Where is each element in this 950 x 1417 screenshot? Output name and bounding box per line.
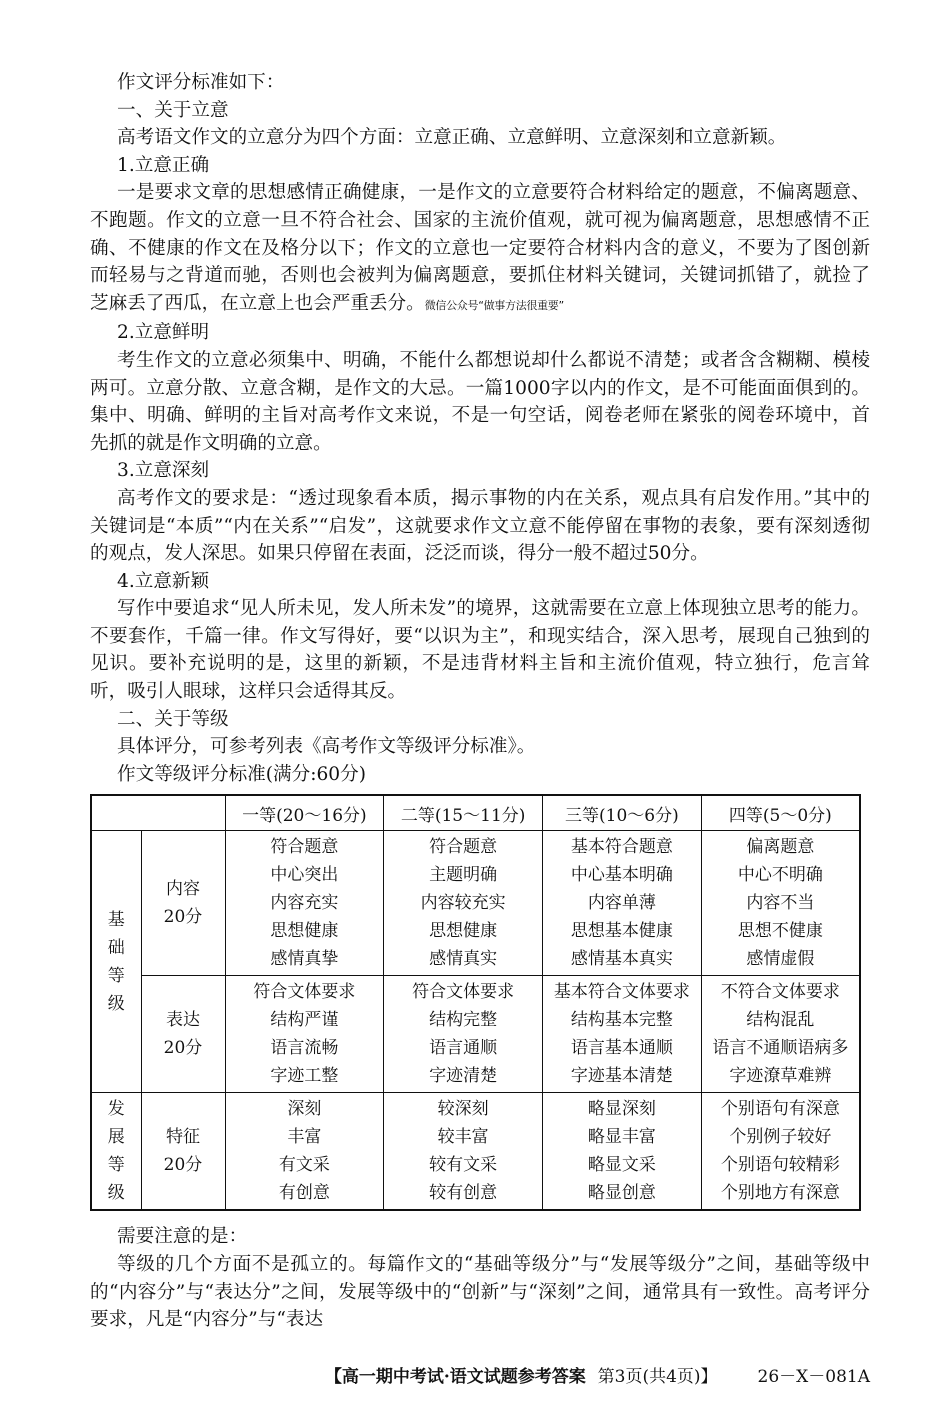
header-empty [91,795,225,831]
table-cell [543,831,702,976]
cell-line: 符合题意 [429,837,498,858]
notes-heading: 需要注意的是： [117,1226,248,1248]
cell-line: 略显深刻 [587,1099,656,1120]
cell-line: 略显创意 [587,1183,656,1204]
row-name: 表达 [166,1010,200,1031]
row-label-expression [141,976,225,1093]
label-char: 展 [107,1127,125,1148]
cell-line: 中心基本明确 [570,865,673,886]
cell-line: 感情真实 [429,949,498,970]
cell-line: 个别语句较精彩 [720,1155,840,1176]
notes-section [90,1223,870,1333]
cell-line: 不符合文体要求 [720,982,840,1003]
cell-line: 较丰富 [437,1127,489,1148]
table-cell [701,976,860,1093]
cell-line: 字迹清楚 [429,1066,498,1087]
cell-line: 基本符合题意 [570,837,673,858]
item1-body [90,179,870,319]
cell-line: 语言基本通顺 [570,1038,673,1059]
table-header-row [91,795,860,831]
cell-line: 思想不健康 [737,921,823,942]
notes-body: 等级的几个方面不是孤立的。每篇作文的“基础等级分”与“发展等级分”之间，基础等级中的“内容分”与“表达分”之间，发展等级中的“创新”与“深刻”之间，通常具有一致性。高考评分要求，凡是“内容分”与“表达 [90,1254,870,1331]
row-name: 内容 [166,879,200,900]
cell-line: 符合文体要求 [412,982,515,1003]
cell-line: 略显丰富 [587,1127,656,1148]
footer-page-number: 第3页(共4页)】 [597,1366,718,1387]
cell-line: 字迹基本清楚 [570,1066,673,1087]
table-cell [543,1093,702,1211]
label-char: 等 [107,965,125,986]
cell-line: 略显文采 [587,1155,656,1176]
cell-line: 个别语句有深意 [720,1099,840,1120]
cell-line: 个别地方有深意 [720,1183,840,1204]
cell-line: 有文采 [278,1155,330,1176]
cell-line: 结构严谨 [270,1010,339,1031]
item1-title: 1.立意正确 [117,154,210,176]
cell-line: 有创意 [278,1183,330,1204]
label-char: 等 [107,1155,125,1176]
cell-line: 较有创意 [429,1183,498,1204]
cell-line: 语言通顺 [429,1038,498,1059]
cell-line: 感情真挚 [270,949,339,970]
cell-line: 思想健康 [429,921,498,942]
development-level-label [91,1093,141,1211]
row-score: 20分 [163,1038,203,1059]
cell-line: 语言不通顺语病多 [712,1038,849,1059]
cell-line: 较有文采 [429,1155,498,1176]
footer-title [325,1362,718,1387]
item4-title: 4.立意新颖 [117,570,210,592]
table-cell [701,831,860,976]
row-label-content [141,831,225,976]
cell-line: 感情虚假 [746,949,815,970]
section1-intro: 高考语文作文的立意分为四个方面：立意正确、立意鲜明、立意深刻和立意新颖。 [117,127,787,149]
table-cell [384,1093,543,1211]
intro-heading: 作文评分标准如下： [117,72,285,93]
cell-line: 符合文体要求 [253,982,356,1003]
header-grade-2: 二等(15～11分) [384,795,543,831]
label-char: 级 [107,993,125,1014]
table-cell [543,976,702,1093]
label-char: 础 [107,937,125,958]
section2-title: 二、关于等级 [117,708,229,730]
table-row-content [91,831,860,976]
cell-line: 偏离题意 [746,837,815,858]
cell-line: 中心突出 [270,865,339,886]
cell-line: 深刻 [287,1099,322,1120]
cell-line: 中心不明确 [737,865,823,886]
section1-title: 一、关于立意 [117,99,229,121]
cell-line: 感情基本真实 [570,949,673,970]
label-char: 基 [107,909,125,930]
cell-line: 内容充实 [270,893,339,914]
table-row-expression [91,976,860,1093]
table-cell [225,831,384,976]
grading-table [90,794,861,1211]
cell-line: 思想健康 [270,921,339,942]
item4-body: 写作中要追求“见人所未见，发人所未发”的境界，这就需要在立意上体现独立思考的能力。不要套作，千篇一律。作文写得好，要“以识为主”，和现实结合，深入思考，展现自己独到的见识。要补充说明的是，这里的新颖，不是违背材料主旨和主流价值观，特立独行，危言耸听，吸引人眼球，这样只会适得其反。 [90,598,870,703]
cell-line: 内容单薄 [587,893,656,914]
item2-title: 2.立意鲜明 [117,322,210,344]
cell-line: 结构混乱 [746,1010,815,1031]
cell-line: 丰富 [287,1127,322,1148]
row-name: 特征 [166,1127,200,1148]
cell-line: 结构基本完整 [570,1010,673,1031]
intro-section [90,69,870,788]
label-char: 发 [107,1099,125,1120]
cell-line: 基本符合文体要求 [553,982,690,1003]
table-caption: 作文等级评分标准(满分:60分) [117,763,366,785]
section2-intro: 具体评分，可参考列表《高考作文等级评分标准》。 [117,736,536,758]
page-footer [90,1362,870,1387]
cell-line: 内容较充实 [420,893,506,914]
item1-text: 一是要求文章的思想感情正确健康，一是作文的立意要符合材料给定的题意，不偏离题意、不跑题。作文的立意一旦不符合社会、国家的主流价值观，就可视为偏离题意，思想感情不正确、不健康的作文在及格分以下；作文的立意也一定要符合材料内含的意义，不要为了图创新而轻易与之背道而驰，否则也会被判为偏离题意，要抓住材料关键词，关键词抓错了，就捡了芝麻丢了西瓜，在立意上也会严重丢分。 [90,182,870,314]
row-score: 20分 [163,1155,203,1176]
cell-line: 主题明确 [429,865,498,886]
table-cell [701,1093,860,1211]
header-grade-1: 一等(20～16分) [225,795,384,831]
table-cell [225,976,384,1093]
cell-line: 语言流畅 [270,1038,339,1059]
cell-line: 内容不当 [746,893,815,914]
table-row-feature [91,1093,860,1211]
cell-line: 符合题意 [270,837,339,858]
table-cell [384,831,543,976]
table-cell [384,976,543,1093]
header-grade-4: 四等(5～0分) [701,795,860,831]
cell-line: 结构完整 [429,1010,498,1031]
item3-body: 高考作文的要求是：“透过现象看本质，揭示事物的内在关系，观点具有启发作用。”其中的关键词是“本质”“内在关系”“启发”，这就要求作文立意不能停留在事物的表象，要有深刻透彻的观点，发人深思。如果只停留在表面，泛泛而谈，得分一般不超过50分。 [90,487,870,565]
cell-line: 个别例子较好 [729,1127,832,1148]
row-score: 20分 [163,907,203,928]
cell-line: 字迹工整 [270,1066,339,1087]
row-label-feature [141,1093,225,1211]
header-grade-3: 三等(10～6分) [543,795,702,831]
watermark-note: 微信公众号“做事方法很重要” [424,298,564,312]
cell-line: 字迹潦草难辨 [729,1066,832,1087]
table-cell [225,1093,384,1211]
item2-body: 考生作文的立意必须集中、明确，不能什么都想说却什么都说不清楚；或者含含糊糊、模棱两可。立意分散、立意含糊，是作文的大忌。一篇1000字以内的作文，是不可能面面俱到的。集中、明确、鲜明的主旨对高考作文来说，不是一句空话，阅卷老师在紧张的阅卷环境中，首先抓的就是作文明确的立意。 [90,349,870,454]
basic-level-label [91,831,141,1093]
footer-exam-title: 【高一期中考试·语文试题参考答案 [324,1366,586,1387]
footer-code: 26－X－081A [757,1366,870,1387]
cell-line: 思想基本健康 [570,921,673,942]
cell-line: 较深刻 [437,1099,489,1120]
label-char: 级 [107,1183,125,1204]
item3-title: 3.立意深刻 [117,460,210,482]
